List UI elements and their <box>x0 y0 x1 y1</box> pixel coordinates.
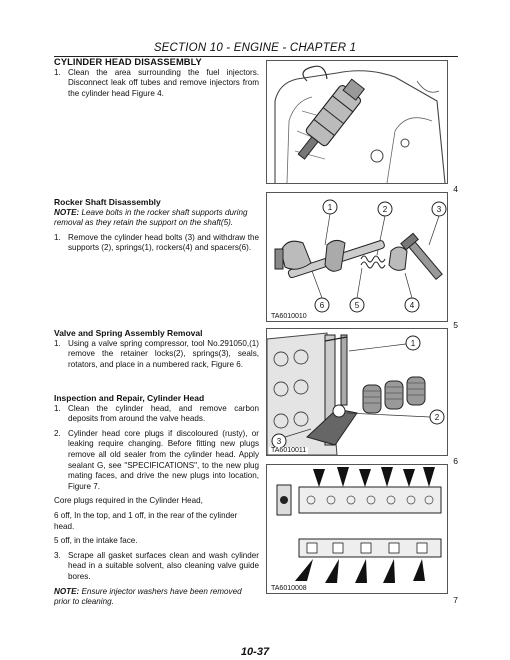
figure-7-core-plugs <box>266 464 448 594</box>
callout-3-label: 3 <box>276 437 282 446</box>
step-text: Clean the cylinder head, and remove carbon deposits from around the valve heads. <box>68 403 259 424</box>
figure-4-number: 4 <box>453 184 458 194</box>
section-title: Valve and Spring Assembly Removal <box>54 328 203 338</box>
injector-illustration <box>267 61 447 183</box>
step-1 <box>54 339 259 371</box>
note <box>54 208 259 229</box>
valve-spring-removal-section <box>54 328 259 370</box>
step-text: Scrape all gasket surfaces clean and wash cylinder head in a suitable solvent, also cleaning valve guide bores. <box>68 550 259 581</box>
note-label: NOTE: <box>54 586 80 596</box>
step-number: 1. <box>54 67 61 77</box>
figure-6-code: TA6010011 <box>271 447 307 454</box>
callout-2-label: 2 <box>434 413 440 422</box>
cylinder-head-disassembly-section <box>54 57 259 99</box>
step-text: Clean the area surrounding the fuel injectors. Disconnect leak off tubes and remove injectors from the cylinder head Figure 4. <box>68 67 259 98</box>
callout-3-label: 3 <box>436 205 442 214</box>
note-text: Leave bolts in the rocker shaft supports during removal as they retain the support on the shaft(5). <box>54 207 248 228</box>
step-number: 1. <box>54 338 61 348</box>
step-3 <box>54 551 259 583</box>
figure-5-number: 5 <box>453 320 458 330</box>
note-text: Ensure injector washers have been removed prior to cleaning. <box>54 586 242 607</box>
step-text: Using a valve spring compressor, tool No.291050,(1) remove the retainer locks(2), springs(3), seals, rotators, and place in a numbered rack, Figure 6. <box>68 338 259 369</box>
section-title: Rocker Shaft Disassembly <box>54 197 161 207</box>
figure-6-valve-spring-compressor <box>266 328 448 456</box>
core-plugs-top-rear: 6 off, In the top, and 1 off, in the rear of the cylinder head. <box>54 510 238 531</box>
figure-7-code: TA6010008 <box>271 585 307 592</box>
valve-compressor-illustration <box>267 329 447 455</box>
step-1 <box>54 233 259 254</box>
figure-4-injector <box>266 60 448 184</box>
core-plugs-heading: Core plugs required in the Cylinder Head, <box>54 496 203 506</box>
step-text: Remove the cylinder head bolts (3) and withdraw the supports (2), springs(1), rockers(4) and spacers(6). <box>68 232 259 253</box>
note-label: NOTE: <box>54 207 80 217</box>
inspection-repair-section <box>54 393 259 608</box>
figure-6-number: 6 <box>453 456 458 466</box>
section-title: Inspection and Repair, Cylinder Head <box>54 393 205 403</box>
step-1 <box>54 68 259 100</box>
callout-1-label: 1 <box>410 339 416 348</box>
step-text: Cylinder head core plugs if discoloured (rusty), or leaking require changing. Before fitting new plugs remove all old sealer from the cylinder head. Apply sealant G, see "SPECIFICATIONS", to the new plug mating faces, and drive the new plugs into location, Figure 7. <box>68 428 259 491</box>
core-plugs-illustration <box>267 465 447 593</box>
page-number: 10-37 <box>240 646 270 658</box>
callout-4-label: 4 <box>409 301 415 310</box>
core-plugs-intake: 5 off, in the intake face. <box>54 536 138 546</box>
step-number: 2. <box>54 428 61 438</box>
step-number: 1. <box>54 232 61 242</box>
figure-5-code: TA6010010 <box>271 313 307 320</box>
note <box>54 587 259 608</box>
step-number: 3. <box>54 550 61 560</box>
step-number: 1. <box>54 403 61 413</box>
callout-2-label: 2 <box>382 205 388 214</box>
callout-5-label: 5 <box>354 301 360 310</box>
step-1 <box>54 404 259 425</box>
callout-1-label: 1 <box>327 203 333 212</box>
section-header: SECTION 10 - ENGINE - CHAPTER 1 <box>153 42 357 54</box>
figure-7-number: 7 <box>453 595 458 605</box>
section-title: CYLINDER HEAD DISASSEMBLY <box>54 57 202 67</box>
callout-6-label: 6 <box>319 301 325 310</box>
rocker-shaft-illustration <box>267 193 447 321</box>
rocker-shaft-disassembly-section <box>54 197 259 254</box>
figure-5-rocker-shaft <box>266 192 448 322</box>
step-2 <box>54 429 259 493</box>
